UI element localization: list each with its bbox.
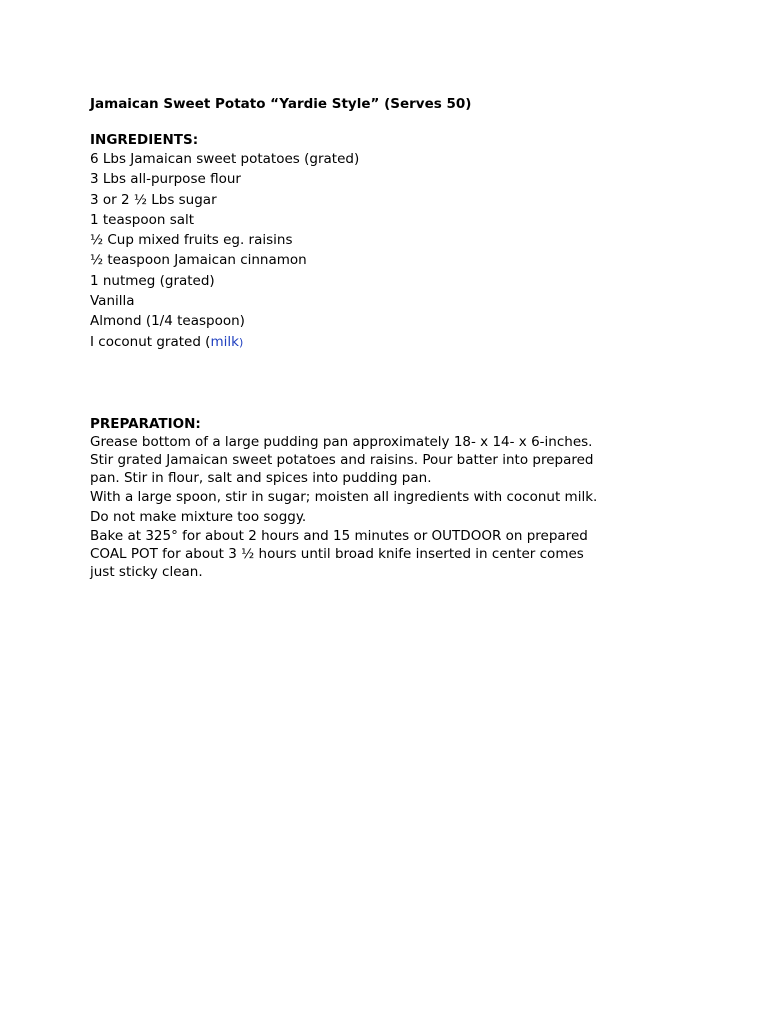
ingredient-item: 6 Lbs Jamaican sweet potatoes (grated) [90,151,360,167]
ingredient-item: 3 Lbs all-purpose flour [90,171,241,188]
preparation-step: With a large spoon, stir in sugar; moisten all ingredients with coconut milk. [90,489,598,506]
ingredient-item: 1 nutmeg (grated) [90,272,215,289]
ingredient-item: 3 or 2 ½ Lbs sugar [90,191,217,208]
preparation-step: Bake at 325° for about 2 hours and 15 minutes or OUTDOOR on prepared COAL POT for about 3 ½ hours until broad knife inserted in center comes just sticky clean. [90,528,588,581]
ingredient-item: ½ teaspoon Jamaican cinnamon [90,252,307,269]
coconut-prefix: I coconut grated ( [90,333,211,350]
ingredient-item: Almond (1/4 teaspoon) [90,313,245,330]
recipe-title: Jamaican Sweet Potato “Yardie Style” (Serves 50) [90,96,472,112]
ingredient-item: Vanilla [90,293,135,310]
recipe-document [90,95,610,583]
ingredient-item-coconut [90,332,610,353]
preparation-step: Do not make mixture too soggy. [90,508,307,525]
coconut-suffix: ) [238,335,244,349]
preparation-heading: PREPARATION: [90,415,201,432]
ingredients-heading: INGREDIENTS: [90,132,199,148]
ingredient-list [90,149,610,353]
milk-link[interactable]: milk [210,333,239,350]
ingredient-item: 1 teaspoon salt [90,211,195,228]
preparation-step: Grease bottom of a large pudding pan approximately 18- x 14- x 6-inches. Stir grated Jamaican sweet potatoes and raisins. Pour batter into prepared pan. Stir in flour, salt and spices into pudding pan. [90,433,594,486]
ingredient-item: ½ Cup mixed fruits eg. raisins [90,232,293,249]
